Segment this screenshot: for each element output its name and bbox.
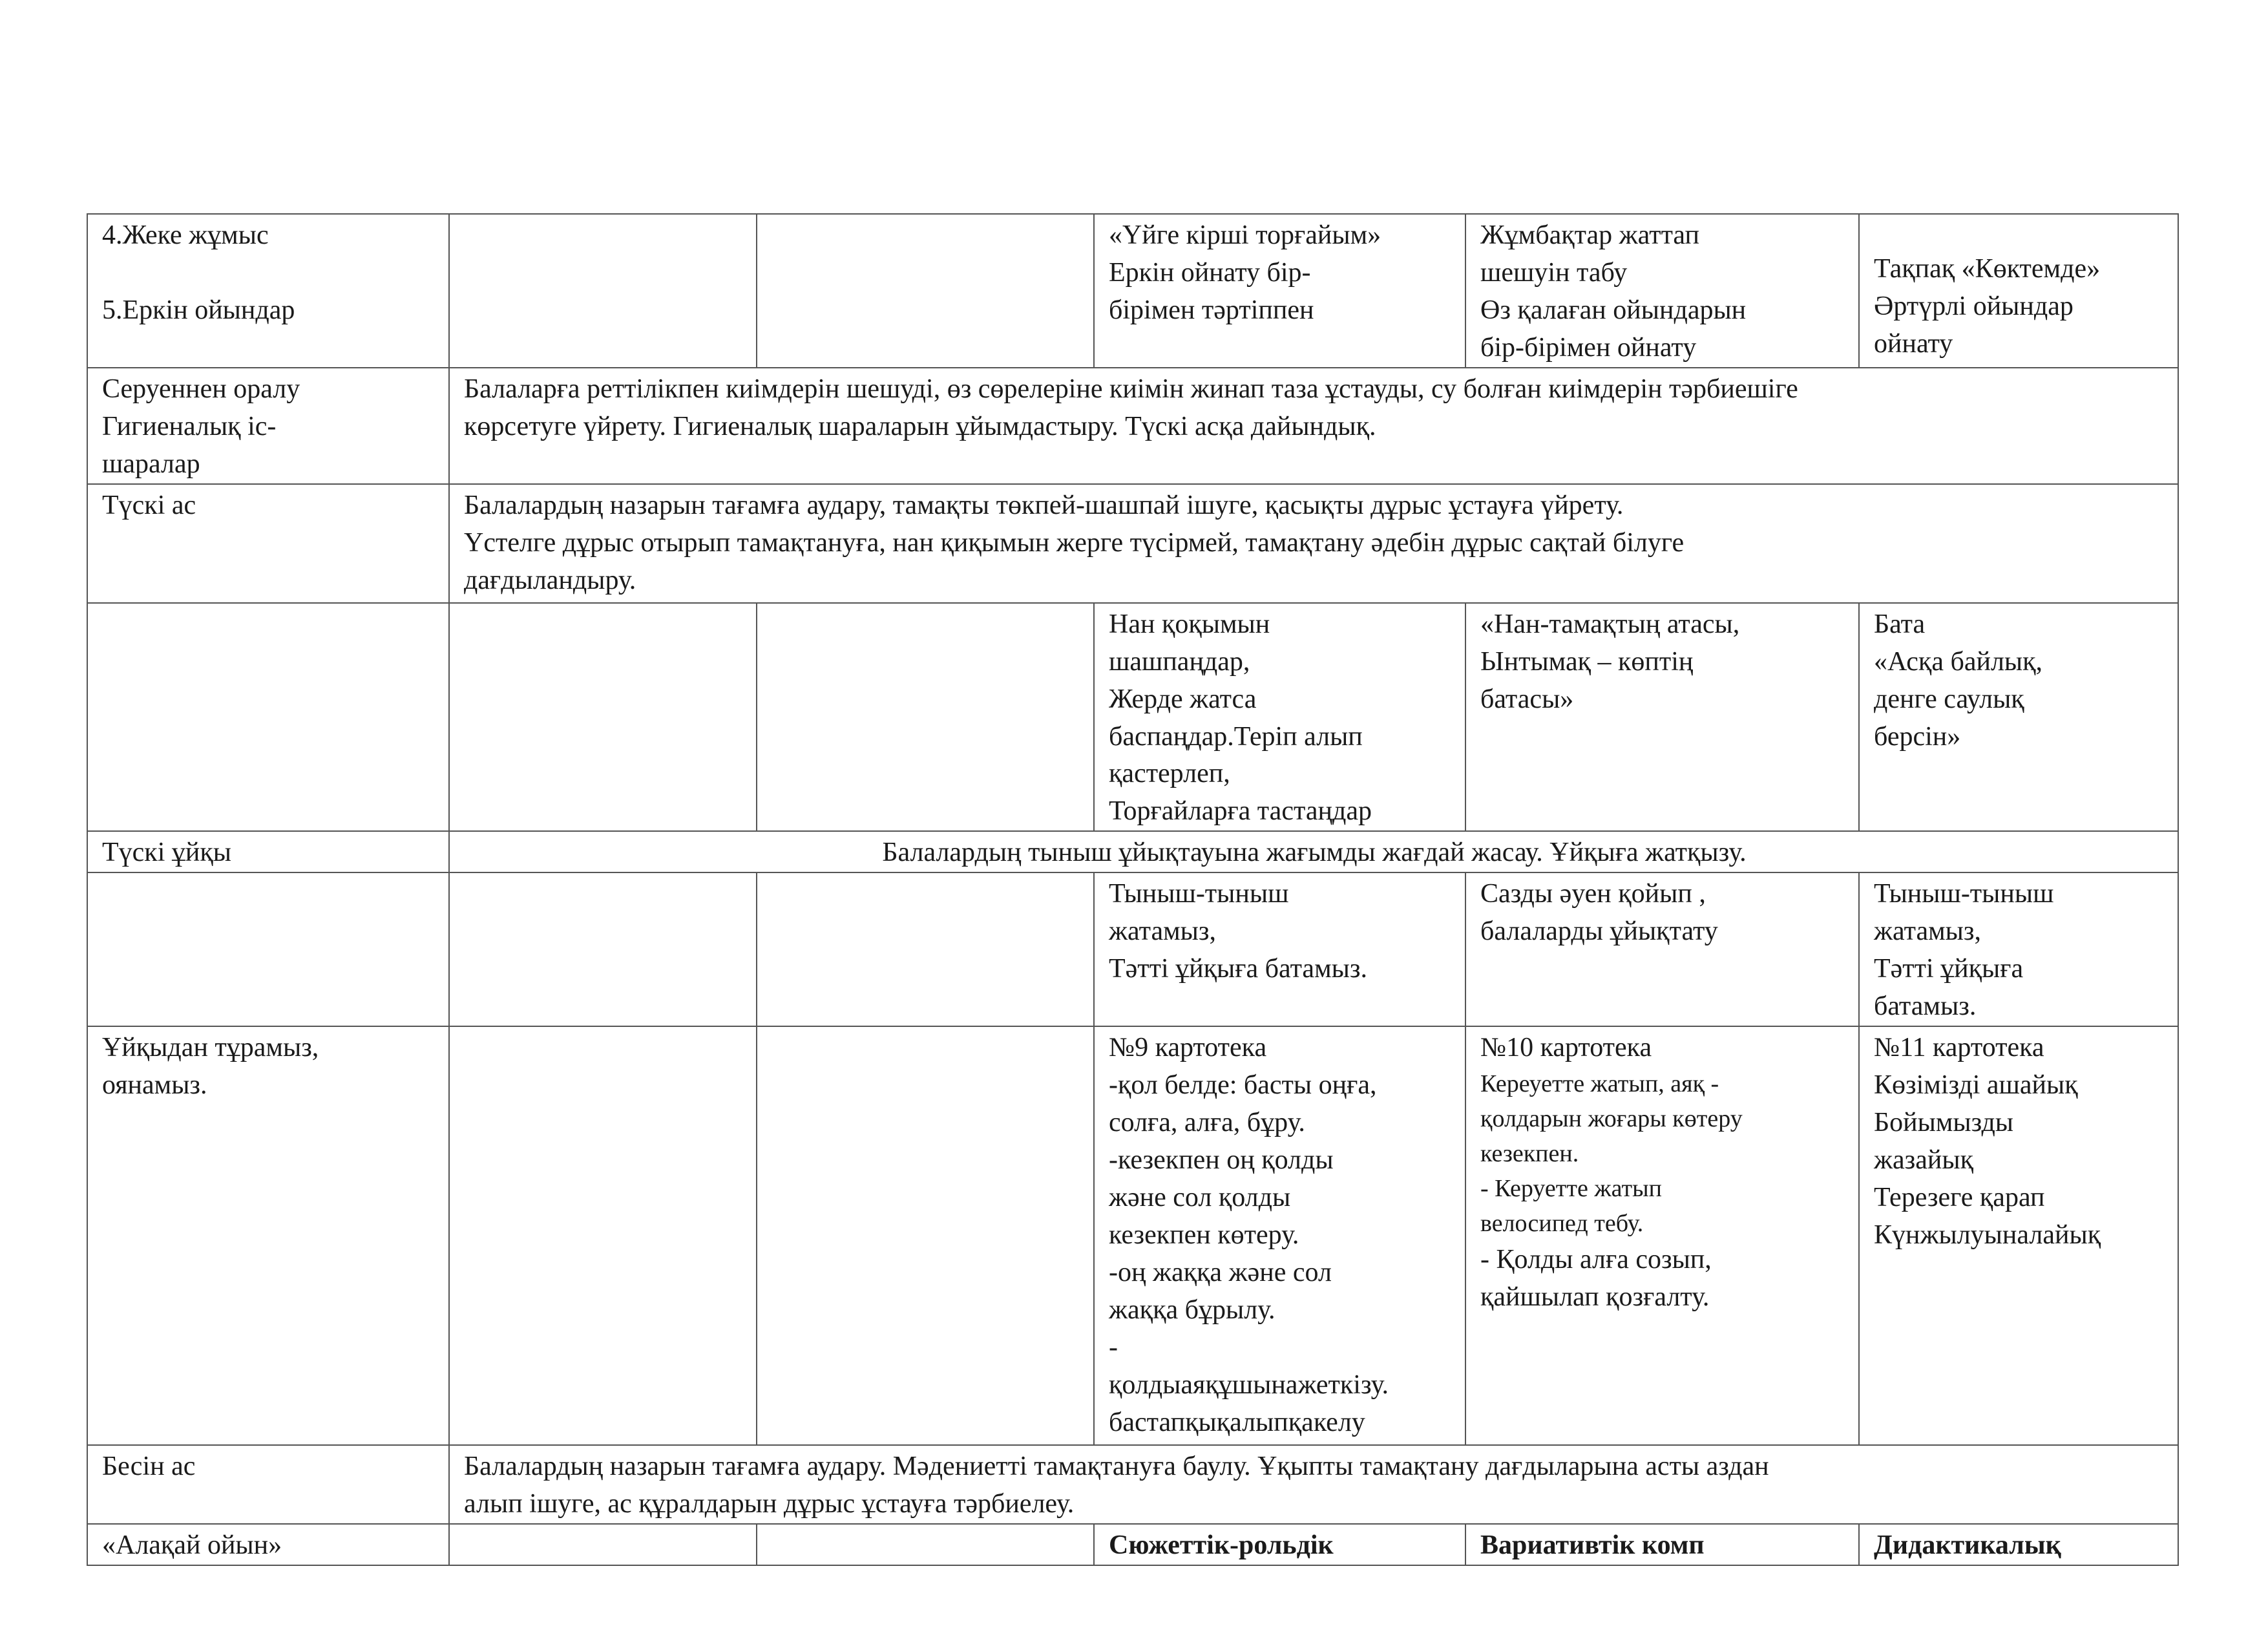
thursday-cell: Сазды әуен қойып , балаларды ұйықтату [1465, 872, 1859, 1026]
friday-cell: Дидактикалық [1859, 1524, 2178, 1565]
label-free-games: 5.Еркін ойындар [102, 295, 295, 325]
wednesday-cell: Тыныш-тыныш жатамыз, Тәтті ұйқыға батамыз. [1094, 872, 1465, 1026]
monday-cell [449, 603, 757, 832]
row-lunch-verses [87, 603, 2178, 832]
monday-cell [449, 872, 757, 1026]
merged-text-cell: Балаларға реттілікпен киімдерін шешуді, өз сөрелеріне киімін жинап таза ұстауды, су болған киімдерін тәрбиешіге көрсетуге үйрету. Гигиеналық шараларын ұйымдастыру. Түскі асқа дайындық. [449, 368, 2178, 484]
wednesday-cell: №9 картотека -қол белде: басты оңға, солға, алға, бұру. -кезекпен оң қолды және сол қолды кезекпен көтеру. -оң жаққа және сол жаққа бұрылу. - қолдыаяқұшынажеткізу. бастапқықалыпқакелу [1094, 1026, 1465, 1445]
label-cell: Серуеннен оралу Гигиеналық іс- шаралар [87, 368, 449, 484]
row-afternoon-snack [87, 1445, 2178, 1524]
label-cell: Түскі ұйқы [87, 831, 449, 872]
tuesday-cell [757, 1026, 1094, 1445]
thursday-cell: Жұмбақтар жаттап шешуін табу Өз қалаған ойындарын бір-бірімен ойнату [1465, 214, 1859, 368]
thursday-cell: «Нан-тамақтың атасы, Ынтымақ – көптің батасы» [1465, 603, 1859, 832]
label-cell [87, 603, 449, 832]
label-cell: «Алақай ойын» [87, 1524, 449, 1565]
row-nap-activities [87, 872, 2178, 1026]
label-cell [87, 214, 449, 368]
merged-text-cell: Балалардың тыныш ұйықтауына жағымды жағдай жасау. Ұйқыға жатқызу. [449, 831, 2178, 872]
label-cell [87, 872, 449, 1026]
tuesday-cell [757, 603, 1094, 832]
wednesday-cell: Сюжеттік-рольдік [1094, 1524, 1465, 1565]
wednesday-cell: Нан қоқымын шашпаңдар, Жерде жатса баспаңдар.Теріп алып қастерлеп, Торғайларға тастаңдар [1094, 603, 1465, 832]
daily-plan-table [87, 213, 2179, 1566]
monday-cell [449, 214, 757, 368]
thursday-cell: №10 картотека Кереуетте жатып, аяқ - қолдарын жоғары көтеру кезекпен. - Керуетте жатып велосипед тебу. - Қолды алға созып, қайшылап қозғалту. [1465, 1026, 1859, 1445]
label-individual-work: 4.Жеке жұмыс [102, 220, 269, 250]
friday-cell: Тақпақ «Көктемде» Әртүрлі ойындар ойнату [1859, 214, 2178, 368]
wednesday-cell: «Үйге кірші торғайым» Еркін ойнату бір- бірімен тәртіппен [1094, 214, 1465, 368]
row-lunch [87, 484, 2178, 603]
label-cell: Бесін ас [87, 1445, 449, 1524]
tuesday-cell [757, 872, 1094, 1026]
monday-cell [449, 1026, 757, 1445]
row-game [87, 1524, 2178, 1565]
row-individual-work [87, 214, 2178, 368]
friday-cell: №11 картотека Көзімізді ашайық Бойымызды жазайық Терезеге қарап Күнжылуыналайық [1859, 1026, 2178, 1445]
row-wake-up [87, 1026, 2178, 1445]
tuesday-cell [757, 1524, 1094, 1565]
friday-cell: Тыныш-тыныш жатамыз, Тәтті ұйқыға батамыз. [1859, 872, 2178, 1026]
tuesday-cell [757, 214, 1094, 368]
thursday-cell: Вариативтік комп [1465, 1524, 1859, 1565]
merged-text-cell: Балалардың назарын тағамға аудару, тамақты төкпей-шашпай ішуге, қасықты дұрыс ұстауға үйрету. Үстелге дұрыс отырып тамақтануға, нан қиқымын жерге түсірмей, тамақтану әдебін дұрыс сақтай білуге дағдыландыру. [449, 484, 2178, 603]
monday-cell [449, 1524, 757, 1565]
friday-cell: Бата «Асқа байлық, денге саулық берсін» [1859, 603, 2178, 832]
row-nap [87, 831, 2178, 872]
label-cell: Ұйқыдан тұрамыз, оянамыз. [87, 1026, 449, 1445]
merged-text-cell: Балалардың назарын тағамға аудару. Мәдениетті тамақтануға баулу. Ұқыпты тамақтану дағдыларына асты аздан алып ішуге, ас құралдарын дұрыс ұстауға тәрбиелеу. [449, 1445, 2178, 1524]
row-return-from-walk [87, 368, 2178, 484]
label-cell: Түскі ас [87, 484, 449, 603]
